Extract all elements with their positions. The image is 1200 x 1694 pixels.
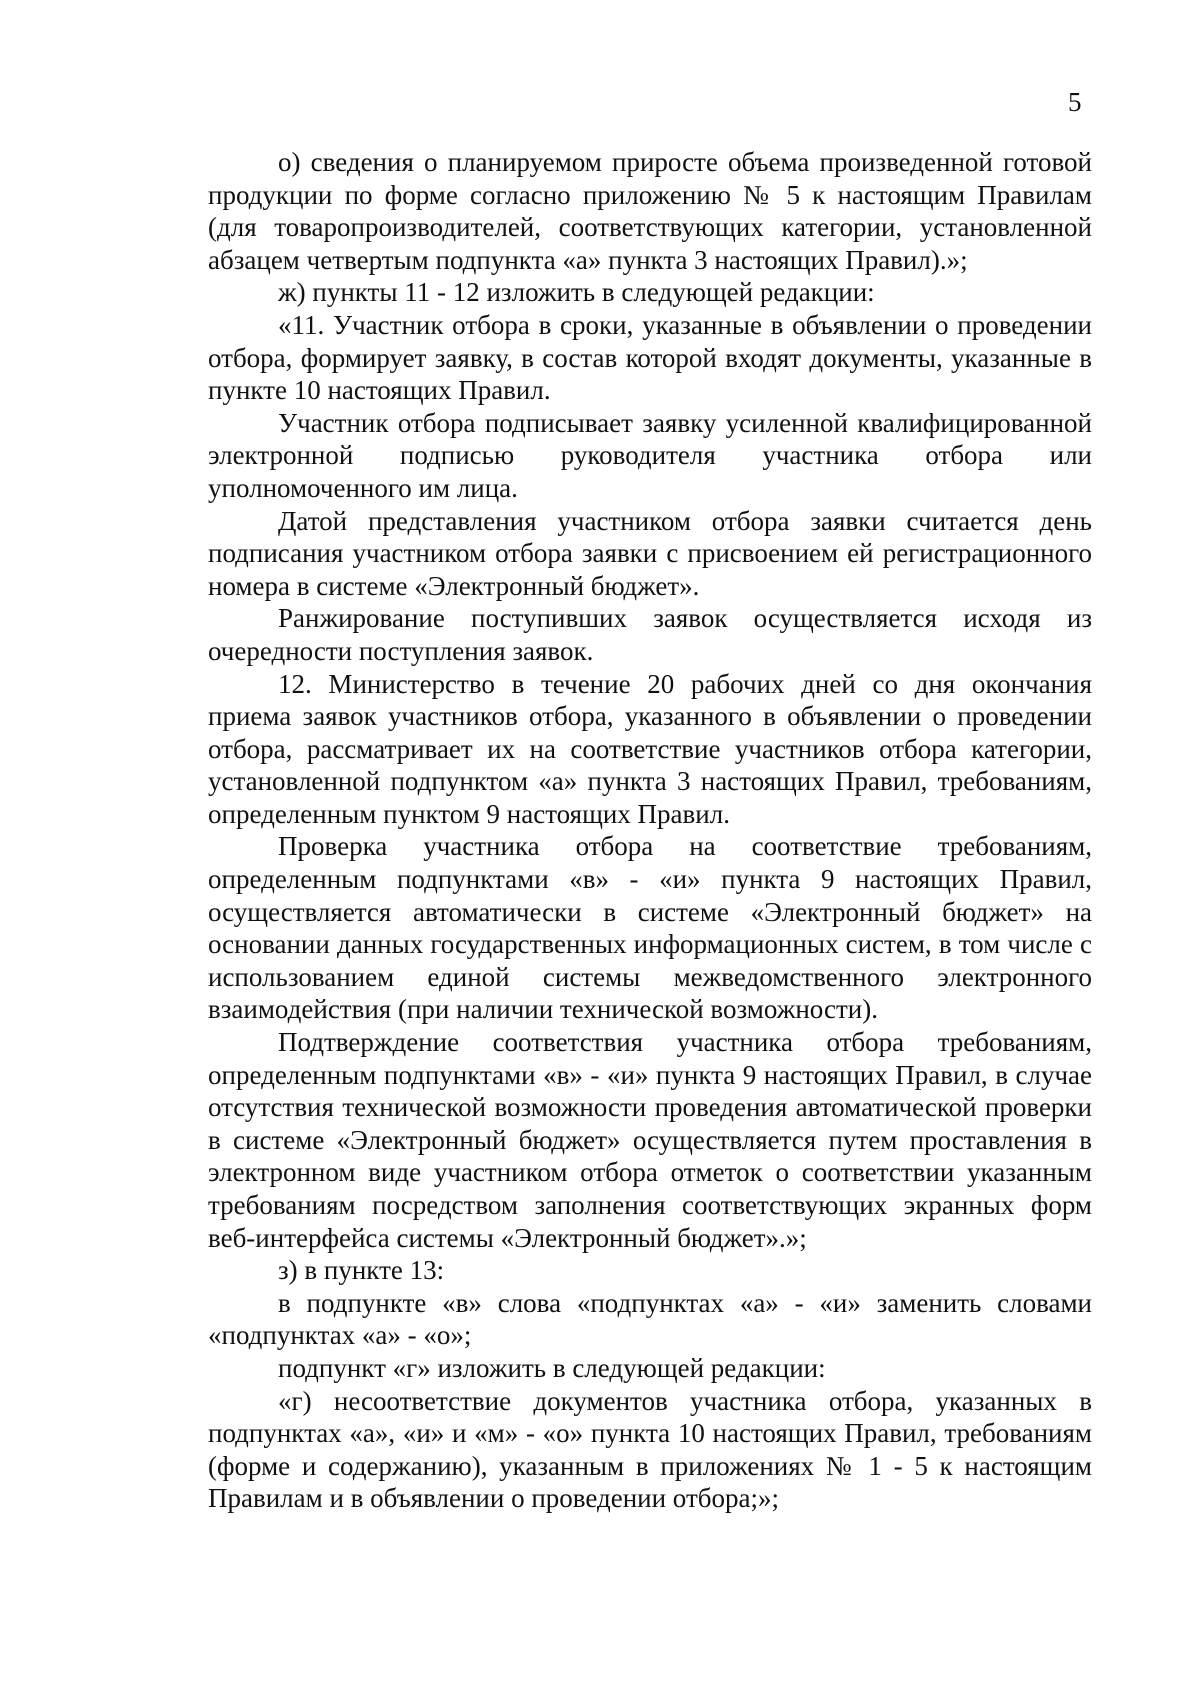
paragraph-ranking: Ранжирование поступивших заявок осуществляется исходя из очередности поступления заявок. [208, 603, 1092, 666]
paragraph-subitem-v: в подпункте «в» слова «подпунктах «а» - «и» заменить словами «подпунктах «а» - «о»; [208, 1287, 1092, 1351]
paragraph-point-11: «11. Участник отбора в сроки, указанные в объявлении о проведении отбора, формирует заявку, в состав которой входят документы, указанные в пункте 10 настоящих Правил. [208, 309, 1092, 406]
page-number: 5 [1068, 87, 1082, 117]
paragraph-subitem-g: «г) несоответствие документов участника отбора, указанных в подпунктах «а», «и» и «м» - «о» пункта 10 настоящих Правил, требованиям (форме и содержанию), указанным в приложениях № 1 - 5 к настоящим Правилам и в объявлении о проведении отбора;»; [208, 1385, 1092, 1514]
document-body [208, 146, 1092, 1515]
paragraph-verification: Проверка участника отбора на соответствие требованиям, определенным подпунктами «в» - «и» пункта 9 настоящих Правил, осуществляется автоматически в системе «Электронный бюджет» на основании данных государственных информационных систем, в том числе с использованием единой системы межведомственного электронного взаимодействия (при наличии технической возможности). [208, 831, 1092, 1025]
paragraph-item-z: з) в пункте 13: [278, 1255, 445, 1286]
paragraph-signature: Участник отбора подписывает заявку усиленной квалифицированной электронной подписью руководителя участника отбора или уполномоченного им лица. [208, 407, 1092, 503]
paragraph-confirmation: Подтверждение соответствия участника отбора требованиям, определенным подпунктами «в» - «и» пункта 9 настоящих Правил, в случае отсутствия технической возможности проведения автоматической проверки в системе «Электронный бюджет» осуществляется путем проставления в электронном виде участником отбора отметок о соответствии указанным требованиям посредством заполнения соответствующих экранных форм веб-интерфейса системы «Электронный бюджет».»; [208, 1027, 1092, 1253]
paragraph-item-zh: ж) пункты 11 - 12 изложить в следующей редакции: [278, 277, 875, 308]
paragraph-item-o: о) сведения о планируемом приросте объема произведенной готовой продукции по форме согласно приложению № 5 к настоящим Правилам (для товаропроизводителей, соответствующих категории, установленной абзацем четвертым подпункта «а» пункта 3 настоящих Правил).»; [208, 147, 1092, 275]
paragraph-subitem-g-intro: подпункт «г» изложить в следующей редакции: [278, 1352, 826, 1383]
paragraph-point-12: 12. Министерство в течение 20 рабочих дней со дня окончания приема заявок участников отбора, указанного в объявлении о проведении отбора, рассматривает их на соответствие участников отбора категории, установленной подпунктом «а» пункта 3 настоящих Правил, требованиям, определенным пунктом 9 настоящих Правил. [208, 668, 1092, 829]
paragraph-submission-date: Датой представления участником отбора заявки считается день подписания участником отбора заявки с присвоением ей регистрационного номера в системе «Электронный бюджет». [208, 505, 1092, 601]
